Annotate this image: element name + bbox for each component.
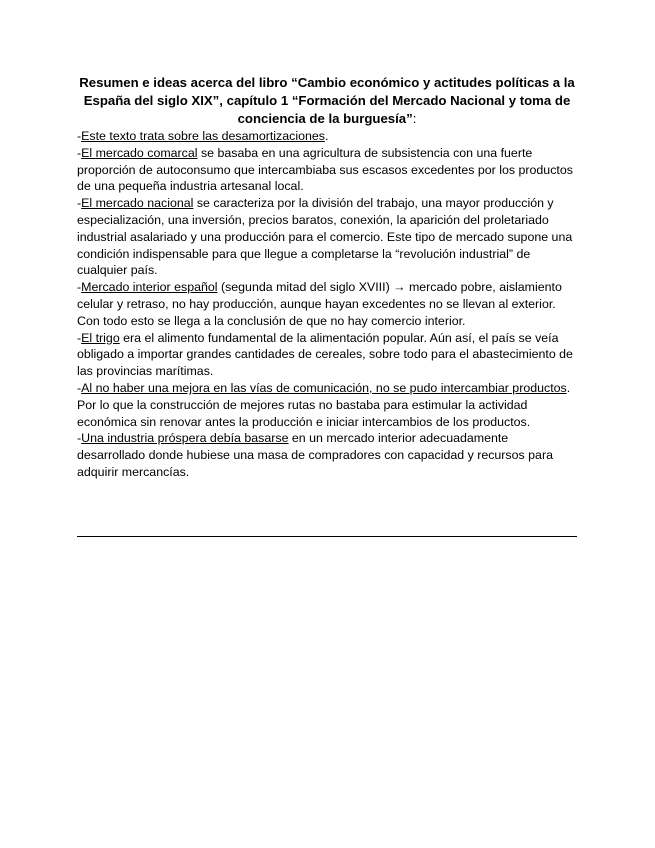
paragraph-underlined-heading: El mercado nacional [81, 196, 194, 211]
paragraph-industria-prospera [77, 430, 577, 480]
document-body [77, 128, 577, 481]
paragraph-underlined-heading: Mercado interior español [81, 280, 218, 295]
paragraph-dash: - [77, 431, 82, 446]
paragraph-vias-comunicacion [77, 380, 577, 430]
document-title [77, 74, 577, 128]
paragraph-desamortizaciones [77, 128, 577, 145]
paragraph-text: . Por lo que la construcción de mejores rutas no bastaba para estimular la actividad económica sin renovar antes la producción e iniciar intercambios de los productos. [77, 380, 571, 429]
horizontal-divider [77, 536, 577, 537]
paragraph-mercado-interior [77, 279, 577, 329]
document-title-bold: Resumen e ideas acerca del libro “Cambio económico y actitudes políticas a la España del siglo XIX”, capítulo 1 “Formación del Mercado Nacional y toma de conciencia de la burguesía” [79, 75, 575, 126]
paragraph-text: en un mercado interior adecuadamente desarrollado donde hubiese una masa de compradores con capacidad y recursos para adquirir mercancías. [77, 431, 553, 479]
paragraph-underlined-heading: El mercado comarcal [81, 145, 198, 160]
paragraph-dash: - [77, 145, 82, 160]
paragraph-underlined-heading: Una industria próspera debía basarse [81, 431, 289, 446]
paragraph-underlined-heading: El trigo [81, 330, 120, 345]
paragraph-underlined-heading: Al no haber una mejora en las vías de comunicación, no se pudo intercambiar productos [81, 380, 567, 395]
paragraph-mercado-comarcal [77, 145, 577, 195]
paragraph-text: se basaba en una agricultura de subsistencia con una fuerte proporción de autoconsumo que intercambiaba sus escasos excedentes por los productos de una pequeña industria artesanal local. [77, 145, 573, 194]
document-page [77, 74, 577, 481]
paragraph-dash: - [77, 280, 82, 295]
paragraph-dash: - [77, 330, 82, 345]
paragraph-text: (segunda mitad del siglo XVIII) → mercado pobre, aislamiento celular y retraso, no hay producción, aunque hayan excedentes no se llevan al exterior. Con todo esto se llega a la conclusión de que no hay comercio interior. [77, 280, 562, 328]
document-title-suffix: : [412, 111, 417, 126]
paragraph-underlined-heading: Este texto trata sobre las desamortizaciones [81, 129, 325, 143]
paragraph-dash: - [77, 129, 82, 143]
paragraph-dash: - [77, 196, 82, 211]
paragraph-text: . [324, 129, 329, 143]
paragraph-text: se caracteriza por la división del trabajo, una mayor producción y especialización, una inversión, precios baratos, conexión, la aparición del proletariado industrial asalariado y una producción para el comercio. Este tipo de mercado supone una condición indispensable para que llegue a completarse la “revolución industrial” de cualquier país. [77, 196, 573, 278]
paragraph-mercado-nacional [77, 195, 577, 279]
paragraph-text: era el alimento fundamental de la alimentación popular. Aún así, el país se veía obligado a importar grandes cantidades de cereales, sobre todo para el abastecimiento de las provincias marítimas. [77, 330, 573, 379]
paragraph-trigo [77, 330, 577, 380]
paragraph-dash: - [77, 380, 82, 395]
